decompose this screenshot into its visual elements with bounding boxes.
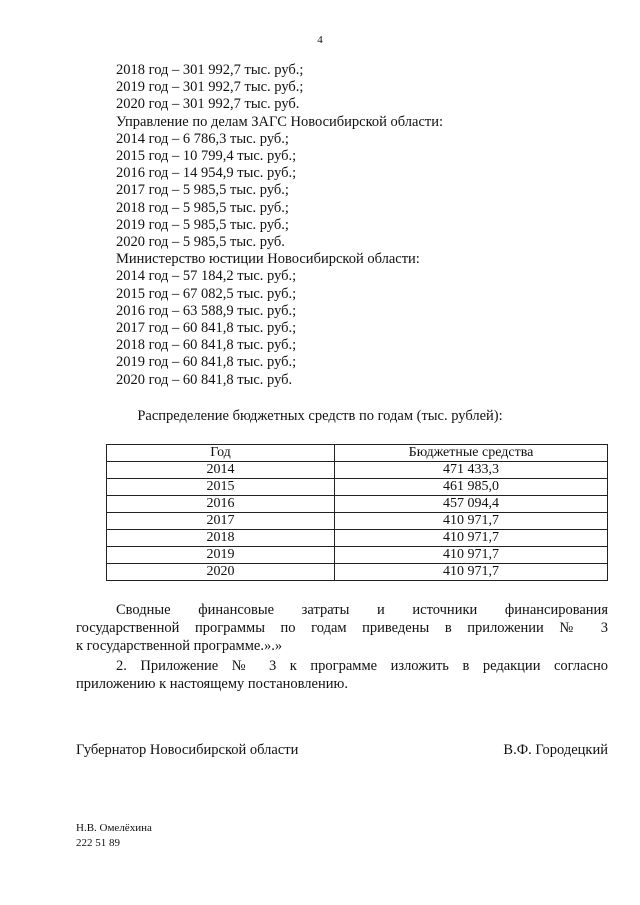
funding-line: 2020 год – 60 841,8 тыс. руб. (116, 371, 293, 388)
funding-line: 2018 год – 60 841,8 тыс. руб.; (116, 337, 297, 354)
budget-table (106, 444, 608, 581)
funding-line: 2020 год – 301 992,7 тыс. руб. (116, 96, 300, 113)
funding-line: 2020 год – 5 985,5 тыс. руб. (116, 234, 285, 251)
table-cell-amount: 410 971,7 (335, 513, 608, 530)
table-cell-amount: 471 433,3 (335, 462, 608, 479)
table-cell-amount: 461 985,0 (335, 479, 608, 496)
paragraph-line: государственной программы по годам приведены в приложении № 3 (76, 620, 608, 636)
table-cell-year: 2014 (107, 462, 335, 479)
table-cell-amount: 410 971,7 (335, 564, 608, 581)
funding-line: 2017 год – 60 841,8 тыс. руб.; (116, 320, 297, 337)
table-cell-amount: 457 094,4 (335, 496, 608, 513)
funding-line: 2015 год – 10 799,4 тыс. руб.; (116, 148, 297, 165)
table-row (107, 564, 608, 581)
funding-line: 2014 год – 57 184,2 тыс. руб.; (116, 268, 297, 285)
table-row (107, 462, 608, 479)
table-cell-amount: 410 971,7 (335, 530, 608, 547)
table-caption: Распределение бюджетных средств по годам (тыс. рублей): (137, 408, 503, 424)
funding-line: 2019 год – 5 985,5 тыс. руб.; (116, 216, 289, 233)
funding-line: 2019 год – 60 841,8 тыс. руб.; (116, 354, 297, 371)
table-cell-year: 2017 (107, 513, 335, 530)
paragraph-line: 2. Приложение № 3 к программе изложить в редакции согласно (116, 658, 608, 674)
paragraph-line: Сводные финансовые затраты и источники финансирования (116, 602, 608, 618)
table-header-row (107, 445, 608, 462)
table-cell-amount: 410 971,7 (335, 547, 608, 564)
section-heading-zags: Управление по делам ЗАГС Новосибирской области: (116, 113, 444, 130)
executor-block (76, 821, 152, 851)
signature-block (76, 742, 608, 759)
funding-line: 2019 год – 301 992,7 тыс. руб.; (116, 79, 304, 96)
funding-line: 2018 год – 301 992,7 тыс. руб.; (116, 62, 304, 78)
paragraph-line: к государственной программе.».» (76, 638, 283, 654)
table-row (107, 496, 608, 513)
funding-lines (116, 62, 596, 389)
paragraph-line: приложению к настоящему постановлению. (76, 676, 348, 692)
table-row (107, 547, 608, 564)
page-number: 4 (317, 34, 323, 46)
table-row (107, 530, 608, 547)
executor-phone: 222 51 89 (76, 837, 120, 849)
table-row (107, 479, 608, 496)
table-row (107, 513, 608, 530)
column-header-budget: Бюджетные средства (335, 445, 608, 462)
funding-line: 2016 год – 14 954,9 тыс. руб.; (116, 165, 297, 182)
table-cell-year: 2016 (107, 496, 335, 513)
signatory-position: Губернатор Новосибирской области (76, 742, 299, 758)
funding-line: 2014 год – 6 786,3 тыс. руб.; (116, 130, 289, 147)
table-cell-year: 2019 (107, 547, 335, 564)
signatory-name: В.Ф. Городецкий (503, 742, 608, 758)
funding-line: 2017 год – 5 985,5 тыс. руб.; (116, 182, 289, 199)
funding-line: 2016 год – 63 588,9 тыс. руб.; (116, 302, 297, 319)
funding-line: 2015 год – 67 082,5 тыс. руб.; (116, 285, 297, 302)
executor-name: Н.В. Омелёхина (76, 822, 152, 834)
table-cell-year: 2015 (107, 479, 335, 496)
column-header-year: Год (107, 445, 335, 462)
funding-line: 2018 год – 5 985,5 тыс. руб.; (116, 199, 289, 216)
table-cell-year: 2020 (107, 564, 335, 581)
table-cell-year: 2018 (107, 530, 335, 547)
section-heading-justice: Министерство юстиции Новосибирской области: (116, 251, 420, 268)
